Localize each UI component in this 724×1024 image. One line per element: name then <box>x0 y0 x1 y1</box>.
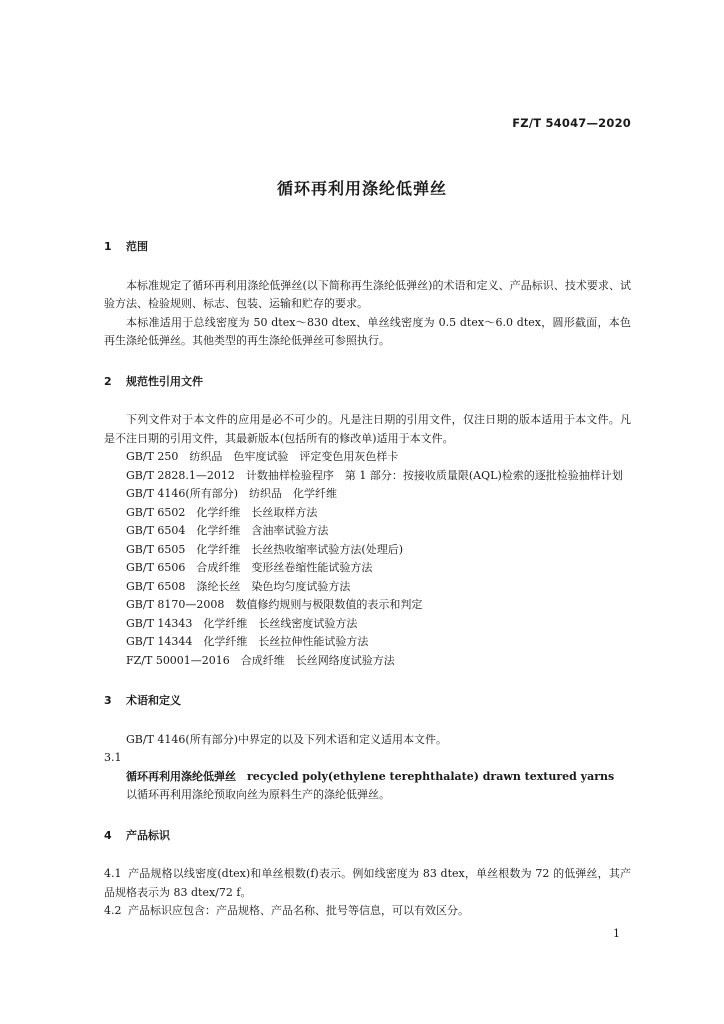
reference-item: GB/T 6508 涤纶长丝 染色均匀度试验方法 <box>126 579 351 593</box>
term-english: recycled poly(ethylene terephthalate) drawn textured yarns <box>247 769 615 783</box>
section-3-number: 3 <box>104 694 112 707</box>
section-2-heading <box>104 373 631 392</box>
document-title: 循环再利用涤纶低弹丝 <box>276 179 447 198</box>
clause-4-1 <box>104 865 631 902</box>
section-4-number: 4 <box>104 828 112 842</box>
reference-item: GB/T 8170—2008 数值修约规则与极限数值的表示和判定 <box>126 598 423 611</box>
section-2-intro: 下列文件对于本文件的应用是必不可少的。凡是注日期的引用文件，仅注日期的版本适用于本文件。凡是不注日期的引用文件，其最新版本(包括所有的修改单)适用于本文件。 <box>104 413 631 445</box>
reference-list <box>104 448 631 670</box>
section-1-paragraph-2: 本标准适用于总线密度为 50 dtex～830 dtex、单丝线密度为 0.5 dtex～6.0 dtex，圆形截面，本色再生涤纶低弹丝。其他类型的再生涤纶低弹丝可参照执行。 <box>104 315 631 347</box>
document-body <box>104 238 631 921</box>
reference-item: GB/T 250 纺织品 色牢度试验 评定变色用灰色样卡 <box>126 450 399 463</box>
term-definition: 以循环再利用涤纶预取向丝为原料生产的涤纶低弹丝。 <box>126 788 390 801</box>
section-3-title: 术语和定义 <box>126 694 181 707</box>
clause-4-2 <box>104 902 631 921</box>
clause-4-1-number: 4.1 <box>104 867 122 880</box>
section-3-intro: GB/T 4146(所有部分)中界定的以及下列术语和定义适用本文件。 <box>126 732 447 746</box>
clause-4-2-text: 产品标识应包含：产品规格、产品名称、批号等信息，可以有效区分。 <box>128 904 469 917</box>
term-entry <box>104 768 631 787</box>
reference-item: GB/T 14344 化学纤维 长丝拉伸性能试验方法 <box>126 635 369 648</box>
section-3-heading <box>104 692 631 711</box>
section-2-number: 2 <box>104 374 112 388</box>
section-1-number: 1 <box>104 240 112 253</box>
reference-item: GB/T 6506 合成纤维 变形丝卷缩性能试验方法 <box>126 561 373 574</box>
reference-item: GB/T 2828.1—2012 计数抽样检验程序 第 1 部分：按接收质量限(AQL)检索的逐批检验抽样计划 <box>126 468 623 482</box>
reference-item: GB/T 14343 化学纤维 长丝线密度试验方法 <box>126 616 358 630</box>
section-4-heading <box>104 827 631 846</box>
term-chinese: 循环再利用涤纶低弹丝 <box>126 769 236 783</box>
page-number: 1 <box>613 927 620 940</box>
section-1-title: 范围 <box>126 240 148 253</box>
clause-4-2-number: 4.2 <box>104 904 122 917</box>
reference-item: GB/T 6502 化学纤维 长丝取样方法 <box>126 505 318 519</box>
clause-4-1-text: 产品规格以线密度(dtex)和单丝根数(f)表示。例如线密度为 83 dtex，单丝根数为 72 的低弹丝，其产品规格表示为 83 dtex/72 f。 <box>104 867 631 899</box>
section-4-title: 产品标识 <box>126 828 170 842</box>
section-2-title: 规范性引用文件 <box>126 374 203 388</box>
section-1-heading <box>104 238 631 257</box>
reference-item: GB/T 4146(所有部分) 纺织品 化学纤维 <box>126 487 337 500</box>
reference-item: GB/T 6505 化学纤维 长丝热收缩率试验方法(处理后) <box>126 542 403 556</box>
term-number: 3.1 <box>104 751 122 764</box>
section-1-paragraph-1: 本标准规定了循环再利用涤纶低弹丝(以下简称再生涤纶低弹丝)的术语和定义、产品标识、技术要求、试验方法、检验规则、标志、包装、运输和贮存的要求。 <box>104 278 631 310</box>
document-code: FZ/T 54047—2020 <box>512 116 631 130</box>
reference-item: FZ/T 50001—2016 合成纤维 长丝网络度试验方法 <box>126 653 395 667</box>
reference-item: GB/T 6504 化学纤维 含油率试验方法 <box>126 524 329 537</box>
